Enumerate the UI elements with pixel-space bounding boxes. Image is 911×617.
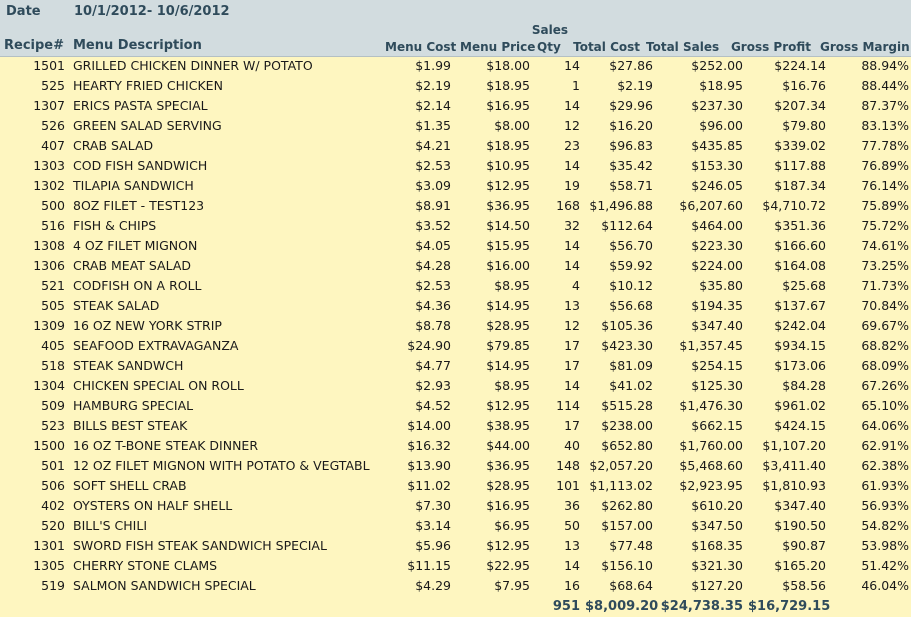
table-row: [0, 476, 911, 496]
recipe-number: 1301: [33, 538, 65, 553]
gross-margin: 73.25%: [861, 258, 909, 273]
menu-price: $44.00: [486, 438, 530, 453]
total-sales: $347.50: [691, 518, 743, 533]
recipe-number: 518: [41, 358, 65, 373]
menu-cost: $4.77: [415, 358, 451, 373]
total-sales: $5,468.60: [679, 458, 743, 473]
gross-profit: $190.50: [774, 518, 826, 533]
gross-profit: $339.02: [774, 138, 826, 153]
menu-description: ERICS PASTA SPECIAL: [73, 98, 208, 113]
recipe-number: 405: [41, 338, 65, 353]
menu-cost: $3.14: [415, 518, 451, 533]
sales-qty: 14: [564, 238, 580, 253]
menu-cost: $4.05: [415, 238, 451, 253]
col-header-menu-cost: Menu Cost: [385, 40, 457, 54]
gross-profit: $25.68: [782, 278, 826, 293]
sales-qty: 16: [564, 578, 580, 593]
total-cost: $41.02: [609, 378, 653, 393]
gross-profit: $16.76: [782, 78, 826, 93]
menu-price: $14.95: [486, 298, 530, 313]
gross-margin: 46.04%: [861, 578, 909, 593]
total-cost: $1,496.88: [589, 198, 653, 213]
menu-description: CHERRY STONE CLAMS: [73, 558, 218, 573]
table-row: [0, 376, 911, 396]
menu-price: $36.95: [486, 198, 530, 213]
menu-cost: $16.32: [407, 438, 451, 453]
col-header-total-sales: Total Sales: [646, 40, 720, 54]
gross-profit: $4,710.72: [762, 198, 826, 213]
total-cost: $2.19: [617, 78, 653, 93]
gross-profit: $424.15: [774, 418, 826, 433]
total-sales: $610.20: [691, 498, 743, 513]
recipe-number: 501: [41, 458, 65, 473]
total-cost: $56.70: [609, 238, 653, 253]
recipe-number: 402: [41, 498, 65, 513]
gross-profit: $164.08: [774, 258, 826, 273]
menu-price: $12.95: [486, 398, 530, 413]
sales-qty: 12: [564, 318, 580, 333]
col-header-total-cost: Total Cost: [573, 40, 640, 54]
table-row: [0, 256, 911, 276]
sales-qty: 32: [564, 218, 580, 233]
gross-margin: 88.94%: [861, 58, 909, 73]
total-cost: $27.86: [609, 58, 653, 73]
menu-description: CHICKEN SPECIAL ON ROLL: [73, 378, 244, 393]
total-cost: $515.28: [601, 398, 653, 413]
menu-description: SOFT SHELL CRAB: [73, 478, 187, 493]
gross-margin: 83.13%: [861, 118, 909, 133]
menu-cost: $4.21: [415, 138, 451, 153]
menu-cost: $2.53: [415, 158, 451, 173]
gross-margin: 69.67%: [861, 318, 909, 333]
table-row: [0, 136, 911, 156]
menu-price: $14.95: [486, 358, 530, 373]
gross-margin: 62.38%: [861, 458, 909, 473]
menu-description: STEAK SANDWCH: [73, 358, 184, 373]
recipe-number: 525: [41, 78, 65, 93]
total-cost: $652.80: [601, 438, 653, 453]
menu-description: 16 OZ NEW YORK STRIP: [73, 318, 222, 333]
total-cost: $105.36: [601, 318, 653, 333]
menu-price: $15.95: [486, 238, 530, 253]
menu-cost: $3.09: [415, 178, 451, 193]
sales-qty: 50: [564, 518, 580, 533]
total-sales: $246.05: [691, 178, 743, 193]
total-sales: $435.85: [691, 138, 743, 153]
col-header-gross-profit: Gross Profit: [730, 40, 811, 54]
total-cost: $56.68: [609, 298, 653, 313]
recipe-number: 407: [41, 138, 65, 153]
gross-profit: $165.20: [774, 558, 826, 573]
table-row: [0, 196, 911, 216]
gross-profit: $347.40: [774, 498, 826, 513]
recipe-number: 509: [41, 398, 65, 413]
gross-profit: $117.88: [774, 158, 826, 173]
menu-description: FISH & CHIPS: [73, 218, 157, 233]
menu-price: $8.95: [494, 378, 530, 393]
menu-price: $6.95: [494, 518, 530, 533]
menu-price: $12.95: [486, 178, 530, 193]
col-header-description: Menu Description: [73, 38, 202, 53]
gross-margin: 74.61%: [861, 238, 909, 253]
total-sales: $168.35: [691, 538, 743, 553]
gross-profit: $84.28: [782, 378, 826, 393]
menu-cost: $2.93: [415, 378, 451, 393]
col-header-qty: Qty: [537, 40, 561, 54]
menu-cost: $13.90: [407, 458, 451, 473]
total-sales: $1,357.45: [679, 338, 743, 353]
sales-qty: 114: [556, 398, 580, 413]
total-sales: $127.20: [691, 578, 743, 593]
gross-profit: $173.06: [774, 358, 826, 373]
gross-margin: 53.98%: [861, 538, 909, 553]
col-header-gross-margin: Gross Margin: [820, 40, 910, 54]
total-cost: $77.48: [609, 538, 653, 553]
recipe-number: 1501: [33, 58, 65, 73]
gross-margin: 67.26%: [861, 378, 909, 393]
menu-cost: $7.30: [415, 498, 451, 513]
gross-margin: 71.73%: [861, 278, 909, 293]
menu-description: SALMON SANDWICH SPECIAL: [73, 578, 256, 593]
table-row: [0, 516, 911, 536]
gross-margin: 76.14%: [861, 178, 909, 193]
total-gross-profit: $16,729.15: [748, 599, 831, 614]
menu-description: HEARTY FRIED CHICKEN: [73, 78, 223, 93]
gross-margin: 76.89%: [861, 158, 909, 173]
menu-cost: $24.90: [407, 338, 451, 353]
menu-description: OYSTERS ON HALF SHELL: [73, 498, 233, 513]
total-sales: $252.00: [691, 58, 743, 73]
sales-qty: 12: [564, 118, 580, 133]
sales-qty: 168: [556, 198, 580, 213]
table-row: [0, 176, 911, 196]
recipe-number: 1307: [33, 98, 65, 113]
menu-cost: $4.28: [415, 258, 451, 273]
sales-qty: 14: [564, 378, 580, 393]
totals-row: [0, 597, 911, 617]
menu-description: 8OZ FILET - TEST123: [73, 198, 205, 213]
gross-margin: 68.09%: [861, 358, 909, 373]
gross-profit: $1,810.93: [762, 478, 826, 493]
sales-qty: 40: [564, 438, 580, 453]
col-header-menu-price: Menu Price: [460, 40, 536, 54]
menu-cost: $5.96: [415, 538, 451, 553]
sales-qty: 4: [572, 278, 580, 293]
sales-qty: 17: [564, 358, 580, 373]
menu-cost: $11.15: [407, 558, 451, 573]
total-sales: $24,738.35: [660, 599, 743, 614]
total-sales: $35.80: [699, 278, 743, 293]
menu-price: $38.95: [486, 418, 530, 433]
sales-qty: 14: [564, 158, 580, 173]
total-sales: $1,760.00: [679, 438, 743, 453]
table-row: [0, 456, 911, 476]
sales-qty: 148: [556, 458, 580, 473]
gross-margin: 64.06%: [861, 418, 909, 433]
menu-cost: $4.52: [415, 398, 451, 413]
gross-margin: 87.37%: [861, 98, 909, 113]
recipe-number: 521: [41, 278, 65, 293]
menu-description: CRAB MEAT SALAD: [73, 258, 192, 273]
table-row: [0, 556, 911, 576]
menu-price: $18.00: [486, 58, 530, 73]
total-cost: $58.71: [609, 178, 653, 193]
menu-price: $14.50: [486, 218, 530, 233]
menu-description: BILLS BEST STEAK: [73, 418, 188, 433]
menu-price: $36.95: [486, 458, 530, 473]
gross-profit: $1,107.20: [762, 438, 826, 453]
recipe-number: 506: [41, 478, 65, 493]
gross-margin: 75.89%: [861, 198, 909, 213]
menu-cost: $3.52: [415, 218, 451, 233]
gross-margin: 70.84%: [861, 298, 909, 313]
recipe-number: 519: [41, 578, 65, 593]
sales-qty: 19: [564, 178, 580, 193]
menu-price: $16.95: [486, 98, 530, 113]
recipe-number: 1304: [33, 378, 65, 393]
menu-price: $28.95: [486, 318, 530, 333]
menu-description: HAMBURG SPECIAL: [73, 398, 194, 413]
table-row: [0, 396, 911, 416]
sales-qty: 17: [564, 338, 580, 353]
menu-description: SWORD FISH STEAK SANDWICH SPECIAL: [73, 538, 327, 553]
sales-qty: 23: [564, 138, 580, 153]
total-sales: $223.30: [691, 238, 743, 253]
gross-margin: 77.78%: [861, 138, 909, 153]
sales-qty: 36: [564, 498, 580, 513]
menu-description: SEAFOOD EXTRAVAGANZA: [73, 338, 239, 353]
total-cost: $35.42: [609, 158, 653, 173]
menu-description: 16 OZ T-BONE STEAK DINNER: [73, 438, 259, 453]
menu-price: $22.95: [486, 558, 530, 573]
menu-price: $79.85: [486, 338, 530, 353]
gross-margin: 68.82%: [861, 338, 909, 353]
menu-cost: $11.02: [407, 478, 451, 493]
gross-profit: $351.36: [774, 218, 826, 233]
recipe-number: 1302: [33, 178, 65, 193]
recipe-number: 500: [41, 198, 65, 213]
total-sales: $96.00: [699, 118, 743, 133]
col-header-recipe: Recipe#: [4, 38, 65, 53]
gross-margin: 51.42%: [861, 558, 909, 573]
total-sales: $237.30: [691, 98, 743, 113]
gross-profit: $242.04: [774, 318, 826, 333]
total-cost: $29.96: [609, 98, 653, 113]
total-cost: $157.00: [601, 518, 653, 533]
table-row: [0, 356, 911, 376]
gross-profit: $224.14: [774, 58, 826, 73]
recipe-number: 520: [41, 518, 65, 533]
menu-price: $18.95: [486, 138, 530, 153]
menu-cost: $8.78: [415, 318, 451, 333]
total-cost: $112.64: [601, 218, 653, 233]
sales-qty: 14: [564, 258, 580, 273]
menu-description: COD FISH SANDWICH: [73, 158, 208, 173]
menu-cost: $14.00: [407, 418, 451, 433]
menu-cost: $4.29: [415, 578, 451, 593]
table-row: [0, 76, 911, 96]
total-sales: $194.35: [691, 298, 743, 313]
gross-margin: 54.82%: [861, 518, 909, 533]
total-cost: $8,009.20: [585, 599, 659, 614]
sales-qty: 14: [564, 58, 580, 73]
menu-cost: $2.53: [415, 278, 451, 293]
recipe-number: 505: [41, 298, 65, 313]
total-cost: $16.20: [609, 118, 653, 133]
gross-profit: $79.80: [782, 118, 826, 133]
total-cost: $10.12: [609, 278, 653, 293]
table-row: [0, 536, 911, 556]
table-row: [0, 576, 911, 596]
report-header: [0, 0, 911, 57]
sales-qty: 14: [564, 558, 580, 573]
table-row: [0, 336, 911, 356]
menu-description: STEAK SALAD: [73, 298, 160, 313]
table-row: [0, 216, 911, 236]
total-cost: $238.00: [601, 418, 653, 433]
recipe-number: 526: [41, 118, 65, 133]
menu-price: $7.95: [494, 578, 530, 593]
gross-profit: $3,411.40: [762, 458, 826, 473]
gross-margin: 56.93%: [861, 498, 909, 513]
gross-margin: 61.93%: [861, 478, 909, 493]
sales-qty: 13: [564, 538, 580, 553]
menu-price: $16.00: [486, 258, 530, 273]
total-cost: $96.83: [609, 138, 653, 153]
sales-qty: 14: [564, 98, 580, 113]
menu-description: CRAB SALAD: [73, 138, 154, 153]
table-row: [0, 276, 911, 296]
total-cost: $81.09: [609, 358, 653, 373]
gross-profit: $90.87: [782, 538, 826, 553]
table-row: [0, 116, 911, 136]
menu-price: $8.00: [494, 118, 530, 133]
menu-price: $16.95: [486, 498, 530, 513]
total-cost: $68.64: [609, 578, 653, 593]
total-cost: $423.30: [601, 338, 653, 353]
gross-margin: 88.44%: [861, 78, 909, 93]
total-cost: $262.80: [601, 498, 653, 513]
menu-description: GRILLED CHICKEN DINNER W/ POTATO: [73, 58, 313, 73]
total-sales: $224.00: [691, 258, 743, 273]
table-row: [0, 56, 911, 76]
menu-cost: $8.91: [415, 198, 451, 213]
date-range: 10/1/2012- 10/6/2012: [74, 4, 230, 19]
table-row: [0, 316, 911, 336]
recipe-number: 523: [41, 418, 65, 433]
gross-profit: $58.56: [782, 578, 826, 593]
sales-label: Sales: [531, 23, 568, 37]
menu-description: 4 OZ FILET MIGNON: [73, 238, 198, 253]
recipe-number: 1500: [33, 438, 65, 453]
total-qty: 951: [552, 599, 580, 614]
total-sales: $662.15: [691, 418, 743, 433]
menu-cost: $1.35: [415, 118, 451, 133]
gross-profit: $934.15: [774, 338, 826, 353]
gross-profit: $207.34: [774, 98, 826, 113]
recipe-number: 1308: [33, 238, 65, 253]
gross-profit: $166.60: [774, 238, 826, 253]
total-sales: $18.95: [699, 78, 743, 93]
total-sales: $1,476.30: [679, 398, 743, 413]
table-row: [0, 156, 911, 176]
menu-description: CODFISH ON A ROLL: [73, 278, 202, 293]
menu-description: GREEN SALAD SERVING: [73, 118, 222, 133]
recipe-number: 516: [41, 218, 65, 233]
total-sales: $347.40: [691, 318, 743, 333]
table-row: [0, 496, 911, 516]
gross-profit: $137.67: [774, 298, 826, 313]
total-cost: $156.10: [601, 558, 653, 573]
menu-price: $18.95: [486, 78, 530, 93]
sales-qty: 1: [572, 78, 580, 93]
menu-description: BILL'S CHILI: [73, 518, 147, 533]
sales-qty: 101: [556, 478, 580, 493]
gross-margin: 75.72%: [861, 218, 909, 233]
menu-price: $8.95: [494, 278, 530, 293]
total-cost: $59.92: [609, 258, 653, 273]
date-label: Date: [6, 4, 41, 19]
sales-qty: 17: [564, 418, 580, 433]
total-sales: $153.30: [691, 158, 743, 173]
gross-margin: 62.91%: [861, 438, 909, 453]
menu-cost: $1.99: [415, 58, 451, 73]
total-sales: $125.30: [691, 378, 743, 393]
menu-description: TILAPIA SANDWICH: [73, 178, 194, 193]
total-sales: $2,923.95: [679, 478, 743, 493]
menu-price: $28.95: [486, 478, 530, 493]
table-row: [0, 96, 911, 116]
sales-qty: 13: [564, 298, 580, 313]
recipe-number: 1309: [33, 318, 65, 333]
menu-cost: $4.36: [415, 298, 451, 313]
table-row: [0, 236, 911, 256]
recipe-number: 1303: [33, 158, 65, 173]
table-row: [0, 416, 911, 436]
gross-profit: $187.34: [774, 178, 826, 193]
total-sales: $6,207.60: [679, 198, 743, 213]
menu-cost: $2.19: [415, 78, 451, 93]
table-row: [0, 296, 911, 316]
total-sales: $321.30: [691, 558, 743, 573]
menu-cost: $2.14: [415, 98, 451, 113]
total-cost: $2,057.20: [589, 458, 653, 473]
gross-profit: $961.02: [774, 398, 826, 413]
menu-price: $10.95: [486, 158, 530, 173]
total-sales: $254.15: [691, 358, 743, 373]
recipe-number: 1305: [33, 558, 65, 573]
menu-price: $12.95: [486, 538, 530, 553]
total-sales: $464.00: [691, 218, 743, 233]
gross-margin: 65.10%: [861, 398, 909, 413]
total-cost: $1,113.02: [589, 478, 653, 493]
menu-description: 12 OZ FILET MIGNON WITH POTATO & VEGTABL: [73, 458, 370, 473]
table-row: [0, 436, 911, 456]
recipe-number: 1306: [33, 258, 65, 273]
